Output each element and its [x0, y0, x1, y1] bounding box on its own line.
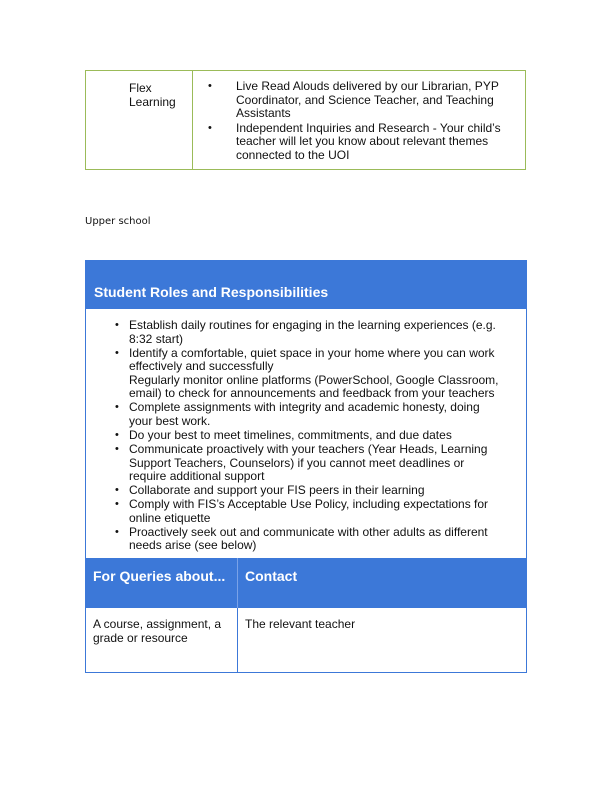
list-item: • Live Read Alouds delivered by our Librarian, PYP Coordinator, and Science Teacher, and Teaching Assistants: [208, 80, 508, 121]
list-item: • Identify a comfortable, quiet space in your home where you can work effectively and successfully Regularly monitor online platforms (PowerSchool, Google Classroom, email) to check for announcements and feedback from your teachers: [115, 347, 500, 401]
list-item: • Do your best to meet timelines, commitments, and due dates: [115, 429, 500, 443]
query-cell: A course, assignment, a grade or resource: [86, 608, 238, 672]
queries-col1-header: For Queries about...: [86, 558, 238, 608]
list-item: • Collaborate and support your FIS peers in their learning: [115, 484, 500, 498]
flex-learning-label: Flex Learning: [129, 81, 176, 109]
section-label: Upper school: [85, 216, 151, 227]
flex-learning-list: [208, 80, 508, 163]
roles-list: [115, 319, 500, 553]
flex-learning-table: [85, 70, 526, 170]
list-item: • Complete assignments with integrity and academic honesty, doing your best work.: [115, 401, 500, 428]
list-item: • Proactively seek out and communicate with other adults as different needs arise (see below): [115, 526, 500, 553]
flex-label-cell: [86, 71, 193, 169]
list-item: • Establish daily routines for engaging in the learning experiences (e.g. 8:32 start): [115, 319, 500, 346]
roles-header-title: Student Roles and Responsibilities: [94, 284, 329, 300]
list-item: • Communicate proactively with your teachers (Year Heads, Learning Support Teachers, Counselors) if you cannot meet deadlines or require additional support: [115, 443, 500, 484]
roles-header: [86, 261, 526, 309]
queries-col2-header: Contact: [245, 568, 298, 584]
list-item-subtext: Regularly monitor online platforms (PowerSchool, Google Classroom, email) to check for announcements and feedback from your teachers: [129, 372, 499, 401]
list-item: • Comply with FIS’s Acceptable Use Policy, including expectations for online etiquette: [115, 498, 500, 525]
table-row: A course, assignment, a grade or resource The relevant teacher: [86, 608, 526, 672]
upper-school-table: [85, 260, 527, 673]
list-item: • Independent Inquiries and Research - Your child’s teacher will let you know about relevant themes connected to the UOI: [208, 122, 508, 163]
queries-header-row: [86, 558, 526, 608]
